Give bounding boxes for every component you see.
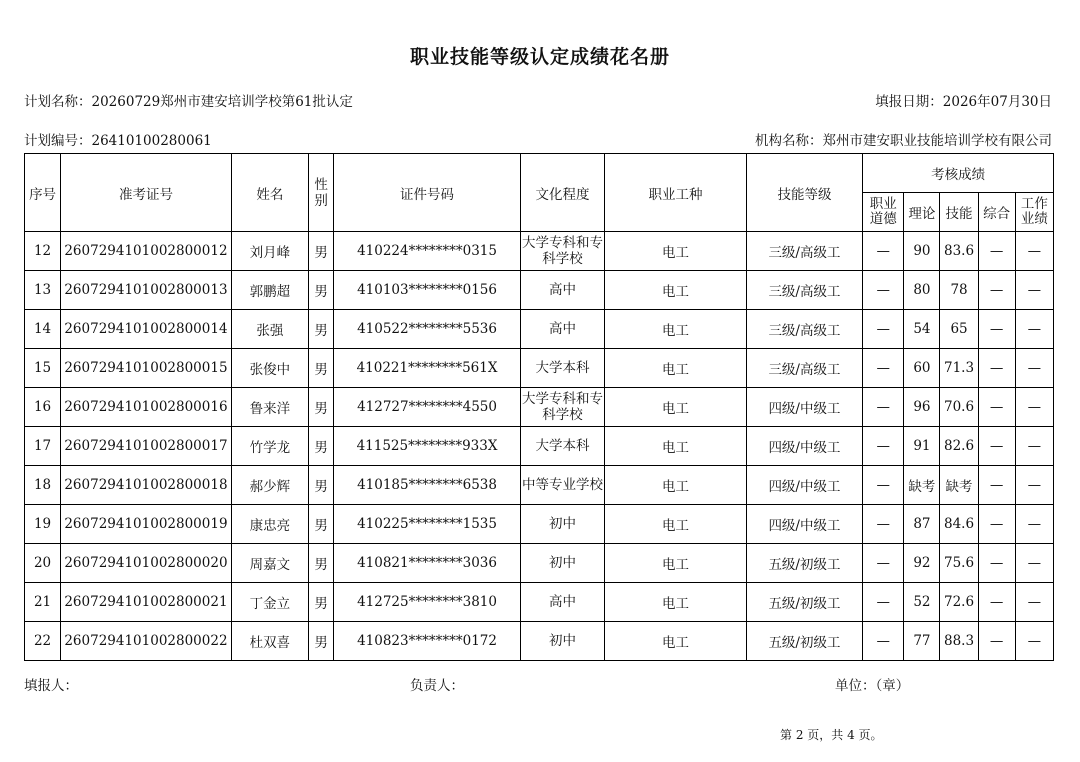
cell-ethics: — [863, 622, 904, 661]
header-id-no: 证件号码 [334, 154, 521, 232]
cell-skill: 缺考 [940, 466, 978, 505]
cell-name: 周嘉文 [231, 544, 308, 583]
cell-education: 初中 [520, 622, 604, 661]
cell-seq: 20 [25, 544, 61, 583]
cell-job: 电工 [605, 583, 747, 622]
cell-gender: 男 [309, 544, 334, 583]
cell-name: 郭鹏超 [231, 271, 308, 310]
cell-work: — [1015, 505, 1053, 544]
cell-exam-no: 2607294101002800014 [61, 310, 232, 349]
cell-work: — [1015, 271, 1053, 310]
table-row [25, 583, 1054, 622]
header-theory: 理论 [904, 193, 940, 232]
cell-theory: 54 [904, 310, 940, 349]
table-row [25, 310, 1054, 349]
header-job: 职业工种 [605, 154, 747, 232]
cell-id-no: 410185********6538 [334, 466, 521, 505]
cell-job: 电工 [605, 310, 747, 349]
cell-theory: 92 [904, 544, 940, 583]
cell-job: 电工 [605, 505, 747, 544]
page-title: 职业技能等级认定成绩花名册 [409, 46, 670, 68]
header-level: 技能等级 [746, 154, 862, 232]
header-scores: 考核成绩 [863, 154, 1054, 193]
cell-work: — [1015, 544, 1053, 583]
table-row [25, 427, 1054, 466]
cell-gender: 男 [309, 466, 334, 505]
cell-seq: 22 [25, 622, 61, 661]
cell-id-no: 410823********0172 [334, 622, 521, 661]
cell-skill: 84.6 [940, 505, 978, 544]
cell-exam-no: 2607294101002800017 [61, 427, 232, 466]
cell-job: 电工 [605, 271, 747, 310]
cell-seq: 12 [25, 232, 61, 271]
cell-gender: 男 [309, 505, 334, 544]
cell-gender: 男 [309, 310, 334, 349]
cell-ethics: — [863, 388, 904, 427]
cell-id-no: 410821********3036 [334, 544, 521, 583]
cell-skill: 72.6 [940, 583, 978, 622]
table-row [25, 271, 1054, 310]
cell-seq: 13 [25, 271, 61, 310]
cell-comprehensive: — [978, 388, 1015, 427]
cell-id-no: 412725********3810 [334, 583, 521, 622]
cell-education: 初中 [520, 544, 604, 583]
cell-job: 电工 [605, 349, 747, 388]
cell-work: — [1015, 310, 1053, 349]
cell-name: 康忠亮 [231, 505, 308, 544]
cell-ethics: — [863, 271, 904, 310]
header-name: 姓名 [231, 154, 308, 232]
cell-skill: 78 [940, 271, 978, 310]
cell-job: 电工 [605, 544, 747, 583]
cell-seq: 19 [25, 505, 61, 544]
cell-comprehensive: — [978, 622, 1015, 661]
cell-exam-no: 2607294101002800018 [61, 466, 232, 505]
cell-job: 电工 [605, 388, 747, 427]
cell-work: — [1015, 232, 1053, 271]
cell-comprehensive: — [978, 310, 1015, 349]
cell-gender: 男 [309, 427, 334, 466]
cell-exam-no: 2607294101002800022 [61, 622, 232, 661]
cell-skill: 82.6 [940, 427, 978, 466]
cell-theory: 77 [904, 622, 940, 661]
cell-theory: 80 [904, 271, 940, 310]
cell-job: 电工 [605, 232, 747, 271]
cell-work: — [1015, 349, 1053, 388]
cell-job: 电工 [605, 427, 747, 466]
table-row [25, 349, 1054, 388]
cell-gender: 男 [309, 349, 334, 388]
cell-work: — [1015, 466, 1053, 505]
cell-education: 高中 [520, 271, 604, 310]
cell-gender: 男 [309, 271, 334, 310]
table-row [25, 232, 1054, 271]
cell-comprehensive: — [978, 427, 1015, 466]
cell-name: 鲁来洋 [231, 388, 308, 427]
header-education: 文化程度 [520, 154, 604, 232]
cell-comprehensive: — [978, 583, 1015, 622]
cell-id-no: 410224********0315 [334, 232, 521, 271]
cell-id-no: 410522********5536 [334, 310, 521, 349]
cell-skill: 88.3 [940, 622, 978, 661]
table-row [25, 544, 1054, 583]
cell-skill: 71.3 [940, 349, 978, 388]
cell-skill: 83.6 [940, 232, 978, 271]
cell-gender: 男 [309, 232, 334, 271]
cell-theory: 87 [904, 505, 940, 544]
cell-skill: 75.6 [940, 544, 978, 583]
cell-id-no: 411525********933X [334, 427, 521, 466]
cell-name: 张强 [231, 310, 308, 349]
cell-id-no: 410103********0156 [334, 271, 521, 310]
cell-level: 四级/中级工 [746, 427, 862, 466]
cell-seq: 17 [25, 427, 61, 466]
cell-skill: 70.6 [940, 388, 978, 427]
table-row [25, 505, 1054, 544]
cell-id-no: 410225********1535 [334, 505, 521, 544]
cell-work: — [1015, 427, 1053, 466]
cell-work: — [1015, 583, 1053, 622]
header-seq: 序号 [25, 154, 61, 232]
header-work: 工作业绩 [1015, 193, 1053, 232]
cell-level: 三级/高级工 [746, 232, 862, 271]
cell-skill: 65 [940, 310, 978, 349]
cell-ethics: — [863, 505, 904, 544]
cell-job: 电工 [605, 622, 747, 661]
header-gender: 性别 [309, 154, 334, 232]
cell-ethics: — [863, 544, 904, 583]
cell-ethics: — [863, 310, 904, 349]
cell-name: 张俊中 [231, 349, 308, 388]
cell-theory: 52 [904, 583, 940, 622]
table-body [25, 232, 1054, 661]
cell-education: 大学专科和专科学校 [520, 388, 604, 427]
cell-exam-no: 2607294101002800012 [61, 232, 232, 271]
cell-gender: 男 [309, 583, 334, 622]
cell-level: 四级/中级工 [746, 505, 862, 544]
header-exam-no: 准考证号 [61, 154, 232, 232]
cell-exam-no: 2607294101002800013 [61, 271, 232, 310]
cell-seq: 14 [25, 310, 61, 349]
cell-exam-no: 2607294101002800019 [61, 505, 232, 544]
cell-work: — [1015, 388, 1053, 427]
cell-work: — [1015, 622, 1053, 661]
organization-name: 机构名称：郑州市建安职业技能培训学校有限公司 [755, 133, 1052, 149]
fill-date: 填报日期：2026年07月30日 [875, 94, 1052, 110]
cell-seq: 18 [25, 466, 61, 505]
cell-exam-no: 2607294101002800021 [61, 583, 232, 622]
cell-education: 大学专科和专科学校 [520, 232, 604, 271]
cell-id-no: 410221********561X [334, 349, 521, 388]
cell-theory: 96 [904, 388, 940, 427]
plan-name: 计划名称：20260729郑州市建安培训学校第61批认定 [24, 94, 353, 110]
cell-comprehensive: — [978, 544, 1015, 583]
cell-comprehensive: — [978, 271, 1015, 310]
cell-seq: 15 [25, 349, 61, 388]
cell-education: 中等专业学校 [520, 466, 604, 505]
cell-theory: 91 [904, 427, 940, 466]
cell-education: 大学本科 [520, 427, 604, 466]
cell-theory: 90 [904, 232, 940, 271]
cell-education: 高中 [520, 583, 604, 622]
cell-level: 三级/高级工 [746, 310, 862, 349]
cell-theory: 60 [904, 349, 940, 388]
cell-id-no: 412727********4550 [334, 388, 521, 427]
cell-ethics: — [863, 583, 904, 622]
header-skill: 技能 [940, 193, 978, 232]
cell-education: 高中 [520, 310, 604, 349]
cell-level: 四级/中级工 [746, 466, 862, 505]
cell-ethics: — [863, 427, 904, 466]
cell-exam-no: 2607294101002800015 [61, 349, 232, 388]
cell-level: 五级/初级工 [746, 583, 862, 622]
cell-job: 电工 [605, 466, 747, 505]
cell-gender: 男 [309, 388, 334, 427]
filler-label: 填报人： [24, 678, 78, 694]
cell-ethics: — [863, 466, 904, 505]
cell-education: 大学本科 [520, 349, 604, 388]
cell-comprehensive: — [978, 349, 1015, 388]
header-ethics: 职业道德 [863, 193, 904, 232]
cell-theory: 缺考 [904, 466, 940, 505]
cell-name: 丁金立 [231, 583, 308, 622]
cell-name: 刘月峰 [231, 232, 308, 271]
cell-comprehensive: — [978, 232, 1015, 271]
cell-seq: 21 [25, 583, 61, 622]
responsible-label: 负责人： [410, 678, 464, 694]
unit-label: 单位：（章） [835, 678, 910, 694]
cell-ethics: — [863, 349, 904, 388]
score-roster-table [24, 153, 1054, 661]
cell-exam-no: 2607294101002800016 [61, 388, 232, 427]
cell-level: 三级/高级工 [746, 349, 862, 388]
table-row [25, 466, 1054, 505]
cell-comprehensive: — [978, 505, 1015, 544]
cell-level: 五级/初级工 [746, 544, 862, 583]
cell-seq: 16 [25, 388, 61, 427]
header-comprehensive: 综合 [978, 193, 1015, 232]
plan-number: 计划编号：26410100280061 [24, 133, 212, 149]
cell-comprehensive: — [978, 466, 1015, 505]
cell-name: 郝少辉 [231, 466, 308, 505]
cell-exam-no: 2607294101002800020 [61, 544, 232, 583]
cell-level: 四级/中级工 [746, 388, 862, 427]
cell-education: 初中 [520, 505, 604, 544]
table-row [25, 388, 1054, 427]
cell-level: 三级/高级工 [746, 271, 862, 310]
cell-name: 杜双喜 [231, 622, 308, 661]
cell-gender: 男 [309, 622, 334, 661]
cell-level: 五级/初级工 [746, 622, 862, 661]
cell-ethics: — [863, 232, 904, 271]
table-row [25, 622, 1054, 661]
cell-name: 竹学龙 [231, 427, 308, 466]
page-number: 第 2 页，共 4 页。 [780, 728, 883, 742]
